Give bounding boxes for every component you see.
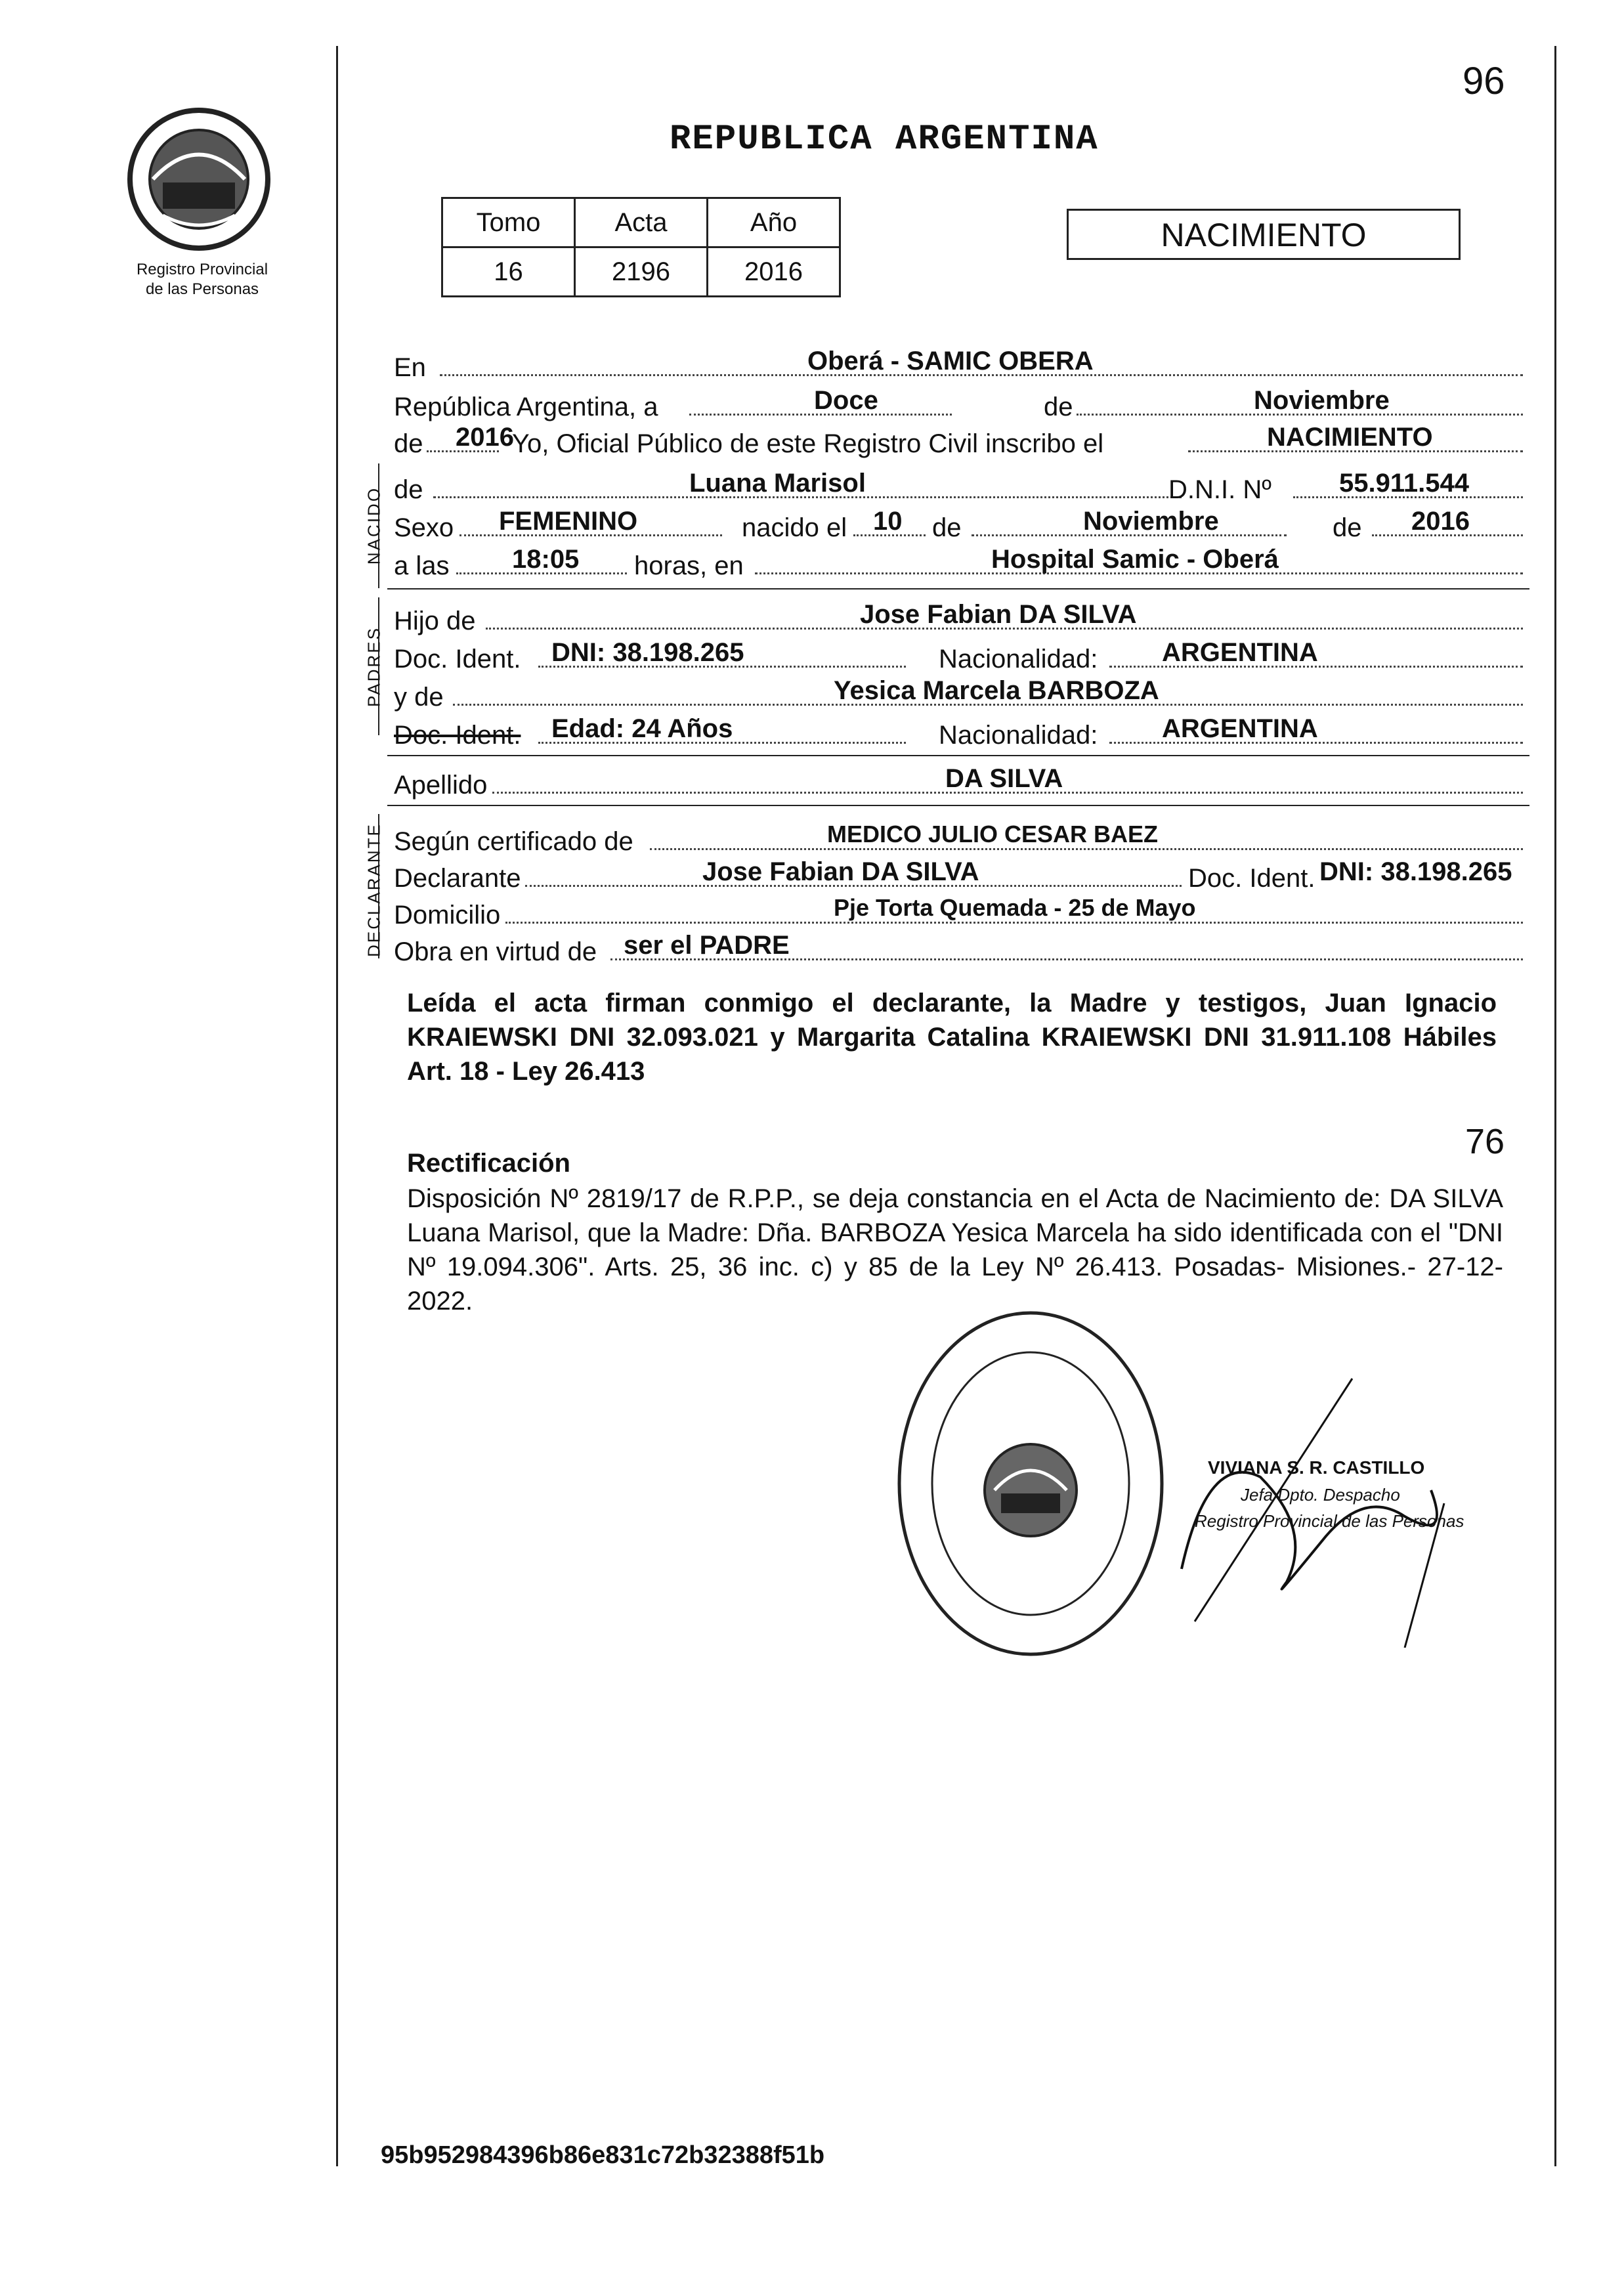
- value-time: 18:05: [512, 545, 580, 574]
- record-type-box: NACIMIENTO: [1067, 209, 1461, 260]
- label-de: de: [1044, 393, 1073, 421]
- closing-statement: Leída el acta firman conmigo el declarante, la Madre y testigos, Juan Ignacio KRAIEWSKI DNI 32.093.021 y Margarita Catalina KRAIEWSKI DNI 31.911.108 Hábiles Art. 18 - Ley 26.413: [407, 989, 1497, 1086]
- table-header-ano: Año: [708, 198, 840, 247]
- left-margin-line: [336, 46, 338, 2166]
- row-declarante: [387, 857, 1529, 893]
- label-apellido: Apellido: [394, 771, 488, 800]
- label-sexo: Sexo: [394, 513, 454, 542]
- row-mother-doc: [387, 714, 1529, 750]
- row-republica: [387, 386, 1529, 419]
- row-en: [387, 347, 1529, 382]
- label-de-name: de: [394, 475, 423, 504]
- value-declarante: Jose Fabian DA SILVA: [702, 857, 979, 886]
- document-title: REPUBLICA ARGENTINA: [670, 119, 1099, 160]
- value-birth-place: Hospital Samic - Oberá: [991, 545, 1279, 574]
- value-birth-year: 2016: [1411, 507, 1470, 536]
- side-label-declarante: DECLARANTE: [364, 823, 384, 957]
- value-obra: ser el PADRE: [624, 931, 790, 960]
- label-en: En: [394, 353, 426, 382]
- value-mother-name: Yesica Marcela BARBOZA: [834, 676, 1159, 705]
- signature-scribble: [1155, 1372, 1497, 1648]
- value-mother-age: Edad: 24 Años: [551, 714, 733, 743]
- value-year: 2016: [456, 423, 514, 452]
- label-de-2: de: [932, 513, 962, 542]
- label-doc-ident: Doc. Ident.: [394, 645, 521, 674]
- row-obra: [387, 931, 1529, 964]
- value-child-dni: 55.911.544: [1339, 469, 1469, 498]
- value-child-name: Luana Marisol: [689, 469, 866, 498]
- value-day: Doce: [814, 386, 878, 415]
- official-stamp: [893, 1306, 1168, 1661]
- table-header-acta: Acta: [575, 198, 708, 247]
- right-margin-line: [1554, 46, 1556, 2166]
- value-certificado: MEDICO JULIO CESAR BAEZ: [827, 821, 1159, 847]
- label-nacionalidad-2: Nacionalidad:: [939, 721, 1098, 750]
- value-apellido: DA SILVA: [945, 764, 1063, 793]
- label-domicilio: Domicilio: [394, 901, 501, 930]
- label-doc-ident-struck: Doc. Ident.: [394, 721, 521, 750]
- registry-label-line1: Registro Provincial: [136, 261, 268, 278]
- value-domicilio: Pje Torta Quemada - 25 de Mayo: [834, 894, 1196, 921]
- value-place: Oberá - SAMIC OBERA: [807, 347, 1094, 375]
- table-value-ano: 2016: [708, 247, 840, 297]
- row-apellido: [387, 764, 1529, 800]
- row-y-de: [387, 676, 1529, 712]
- label-doc-ident-declarante: Doc. Ident.: [1188, 864, 1315, 893]
- row-hijo-de: [387, 600, 1529, 633]
- table-header-tomo: Tomo: [442, 198, 575, 247]
- document-hash: 95b952984396b86e831c72b32388f51b: [381, 2141, 825, 2169]
- label-a-las: a las: [394, 551, 450, 580]
- page-number: 96: [1463, 60, 1505, 102]
- rectificacion-title: Rectificación: [407, 1149, 570, 1178]
- divider: [387, 588, 1529, 589]
- label-y-de: y de: [394, 683, 444, 712]
- value-declarante-doc: DNI: 38.198.265: [1319, 857, 1512, 886]
- dotted-leader: [650, 848, 1523, 850]
- label-nacido-el: nacido el: [742, 513, 847, 542]
- dotted-leader: [505, 922, 1523, 924]
- divider: [387, 755, 1529, 756]
- label-certificado: Según certificado de: [394, 827, 633, 856]
- value-inscribed: NACIMIENTO: [1267, 423, 1433, 452]
- tomo-acta-ano-table: [441, 197, 841, 297]
- side-label-padres: PADRES: [364, 626, 384, 707]
- registry-label-line2: de las Personas: [145, 280, 259, 298]
- provincial-seal-logo: [123, 104, 274, 255]
- row-nacido-name: [387, 469, 1529, 502]
- value-mother-nationality: ARGENTINA: [1162, 714, 1318, 743]
- row-sexo: [387, 507, 1529, 540]
- signature-title: Jefa Dpto. Despacho: [1241, 1485, 1400, 1505]
- row-a-las: [387, 545, 1529, 578]
- value-birth-month: Noviembre: [1083, 507, 1219, 536]
- label-dni: D.N.I. Nº: [1168, 475, 1271, 504]
- signature-office: Registro Provincial de las Personas: [1195, 1511, 1464, 1531]
- side-label-nacido: NACIDO: [364, 486, 384, 565]
- value-birth-day: 10: [873, 507, 903, 536]
- label-horas: horas, en: [634, 551, 744, 580]
- row-year: [387, 423, 1529, 456]
- label-de-year: de: [394, 429, 423, 458]
- value-sexo: FEMENINO: [499, 507, 638, 536]
- row-certificado: [387, 821, 1529, 856]
- label-republica: República Argentina, a: [394, 393, 658, 421]
- value-month: Noviembre: [1254, 386, 1390, 415]
- label-hijo-de: Hijo de: [394, 607, 476, 635]
- table-value-acta: 2196: [575, 247, 708, 297]
- label-obra: Obra en virtud de: [394, 937, 597, 966]
- value-father-nationality: ARGENTINA: [1162, 638, 1318, 667]
- label-nacionalidad: Nacionalidad:: [939, 645, 1098, 674]
- signature-name: VIVIANA S. R. CASTILLO: [1208, 1457, 1425, 1478]
- divider: [387, 805, 1529, 806]
- label-declarante: Declarante: [394, 864, 521, 893]
- value-father-name: Jose Fabian DA SILVA: [860, 600, 1137, 629]
- table-value-tomo: 16: [442, 247, 575, 297]
- rectificacion-text: Disposición Nº 2819/17 de R.P.P., se deja constancia en el Acta de Nacimiento de: DA SILVA Luana Marisol, que la Madre: Dña. BARBOZA Yesica Marcela ha sido identificada con el "DNI Nº 19.094.306". Arts. 25, 36 inc. c) y 85 de la Ley Nº 26.413. Posadas- Misiones.- 27-12-2022.: [407, 1184, 1503, 1316]
- label-de-3: de: [1333, 513, 1362, 542]
- label-yo: Yo, Oficial Público de este Registro Civil inscribo el: [512, 429, 1104, 458]
- value-father-doc: DNI: 38.198.265: [551, 638, 744, 667]
- row-domicilio: [387, 894, 1529, 930]
- row-father-doc: [387, 638, 1529, 674]
- rectificacion-page-number: 76: [1465, 1122, 1505, 1161]
